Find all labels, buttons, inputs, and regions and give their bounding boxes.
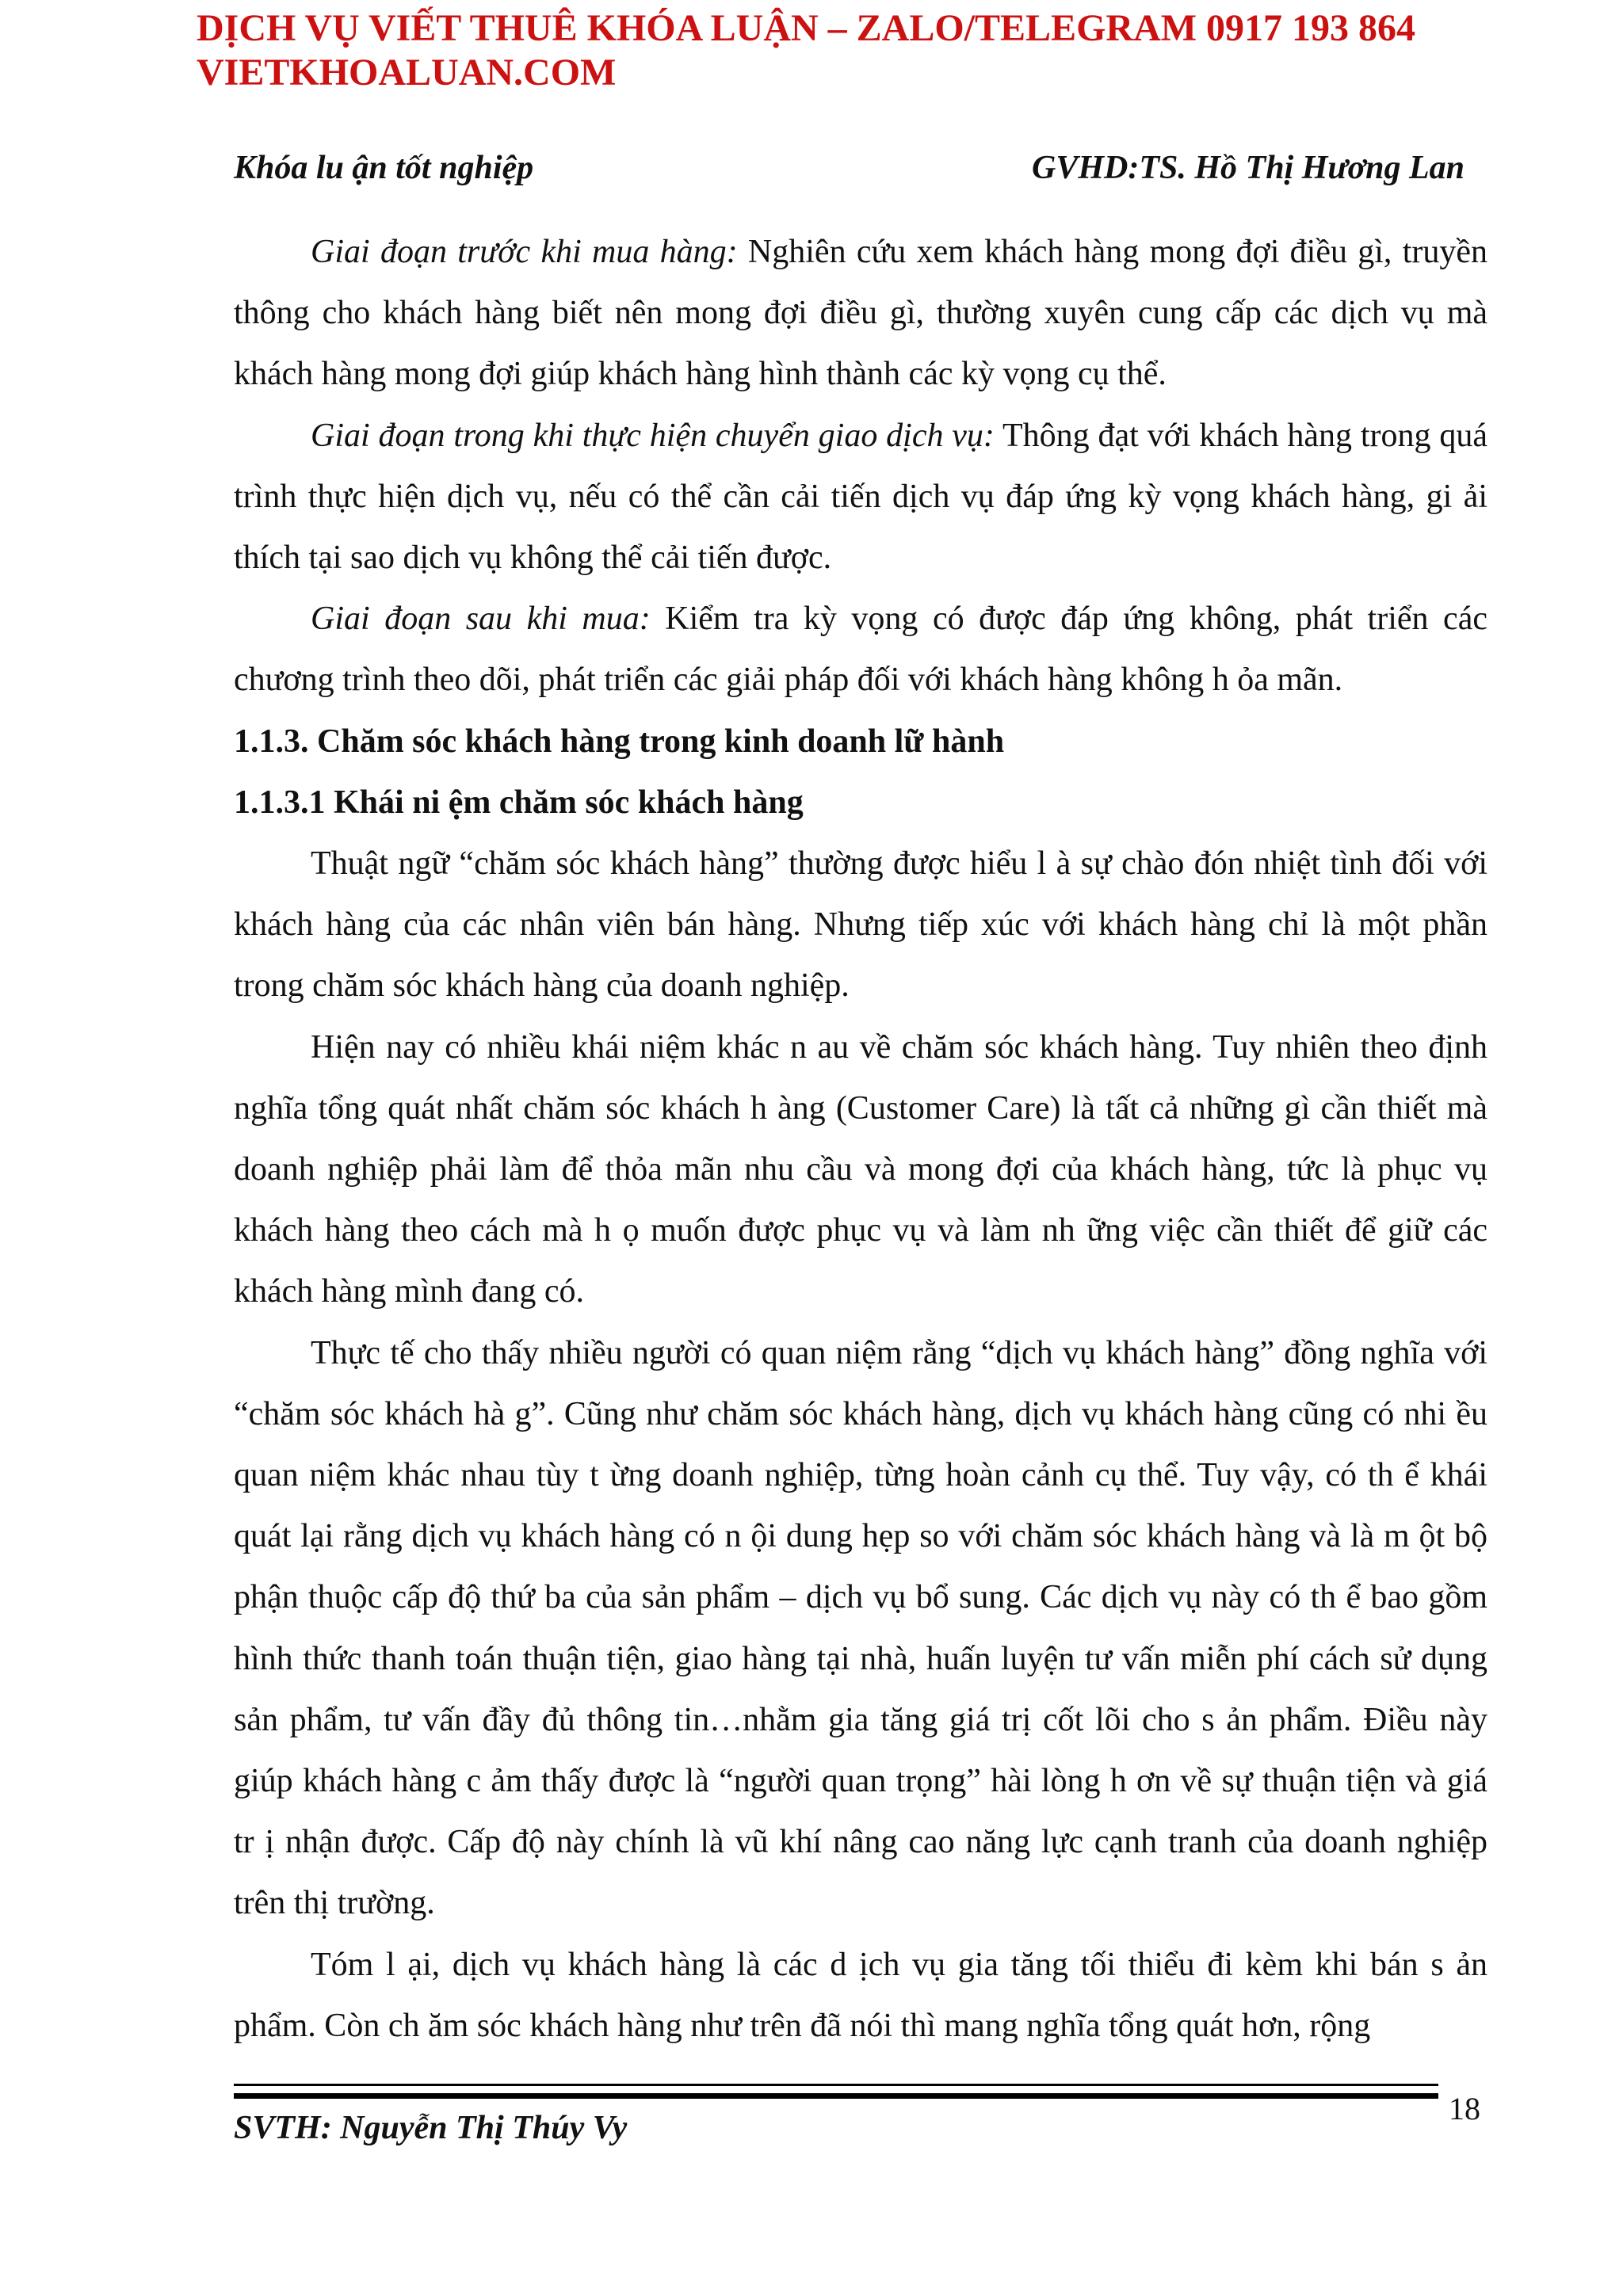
paragraph-term-definition: Thuật ngữ “chăm sóc khách hàng” thường được hiểu l à sự chào đón nhiệt tình đối với khách hàng của các nhân viên bán hàng. Nhưng tiếp xúc với khách hàng chỉ là một phần trong chăm sóc khách hàng của doanh nghiệp.	[234, 845, 1487, 1005]
subsection-heading: 1.1.3.1 Khái ni ệm chăm sóc khách hàng	[234, 784, 804, 821]
section-heading: 1.1.3. Chăm sóc khách hàng trong kinh doanh lữ hành	[234, 723, 1005, 760]
paragraph-pre-purchase	[234, 222, 1487, 406]
paragraph-lead: Giai đoạn trước khi mua hàng:	[311, 234, 738, 270]
paragraph-lead: Giai đoạn sau khi mua:	[311, 601, 651, 638]
banner-line-1: DỊCH VỤ VIẾT THUÊ KHÓA LUẬN – ZALO/TELEGRAM 0917 193 864	[197, 7, 1416, 49]
header-thesis-title: Khóa lu ận tốt nghiệp	[234, 150, 534, 186]
paragraph-customer-service: Thực tế cho thấy nhiều người có quan niệm rằng “dịch vụ khách hàng” đồng nghĩa với “chăm sóc khách hà g”. Cũng như chăm sóc khách hàng, dịch vụ khách hàng cũng có nhi ều quan niệm khác nhau tùy t ừng doanh nghiệp, từng hoàn cảnh cụ thể. Tuy vậy, có th ể khái quát lại rằng dịch vụ khách hàng có n ội dung hẹp so với chăm sóc khách hàng và là m ột bộ phận thuộc cấp độ thứ ba của sản phẩm – dịch vụ bổ sung. Các dịch vụ này có th ể bao gồm hình thức thanh toán thuận tiện, giao hàng tại nhà, huấn luyện tư vấn miễn phí cách sử dụng sản phẩm, tư vấn đầy đủ thông tin…nhằm gia tăng giá trị cốt lõi cho s ản phẩm. Điều này giúp khách hàng c ảm thấy được là “người quan trọng” hài lòng h ơn về sự thuận tiện và giá tr ị nhận được. Cấp độ này chính là vũ khí nâng cao năng lực cạnh tranh của doanh nghiệp trên thị trường.	[234, 1334, 1487, 1922]
paragraph-during-service	[234, 406, 1487, 589]
footer-rule-thin	[234, 2084, 1438, 2086]
paragraph-summary: Tóm l ại, dịch vụ khách hàng là các d ịch vụ gia tăng tối thiểu đi kèm khi bán s ản phẩm. Còn ch ăm sóc khách hàng như trên đã nói thì mang nghĩa tổng quát hơn, rộng	[234, 1946, 1487, 2044]
watermark-banner	[197, 6, 1591, 95]
paragraph-text: Thông đạt với khách hàng trong quá trình thực hiện dịch vụ, nếu có thể cần cải tiến dịch vụ đáp ứng kỳ vọng khách hàng, gi ải thích tại sao dịch vụ không thể cải tiến được.	[234, 417, 1487, 577]
page-number: 18	[1449, 2091, 1480, 2126]
paragraph-post-purchase	[234, 589, 1487, 711]
banner-line-2: VIETKHOALUAN.COM	[197, 51, 617, 93]
paragraph-text: Nghiên cứu xem khách hàng mong đợi điều gì, truyền thông cho khách hàng biết nên mong đợi điều gì, thường xuyên cung cấp các dịch vụ mà khách hàng mong đợi giúp khách hàng hình thành các kỳ vọng cụ thể.	[234, 234, 1488, 393]
paragraph-customer-care-concept: Hiện nay có nhiều khái niệm khác n au về chăm sóc khách hàng. Tuy nhiên theo định nghĩa tổng quát nhất chăm sóc khách h àng (Customer Care) là tất cả những gì cần thiết mà doanh nghiệp phải làm để thỏa mãn nhu cầu và mong đợi của khách hàng, tức là phục vụ khách hàng theo cách mà h ọ muốn được phục vụ và làm nh ững việc cần thiết để giữ các khách hàng mình đang có.	[234, 1028, 1487, 1310]
footer-rule-thick	[234, 2093, 1438, 2099]
header-supervisor: GVHD:TS. Hồ Thị Hương Lan	[1032, 150, 1465, 186]
footer-student-name: SVTH: Nguyễn Thị Thúy Vy	[234, 2110, 628, 2146]
page-body	[234, 222, 1487, 2057]
paragraph-lead: Giai đoạn trong khi thực hiện chuyển giao dịch vụ:	[311, 417, 995, 454]
paragraph-text: Kiểm tra kỳ vọng có được đáp ứng không, phát triển các chương trình theo dõi, phát triển các giải pháp đối với khách hàng không h ỏa mãn.	[234, 601, 1487, 699]
